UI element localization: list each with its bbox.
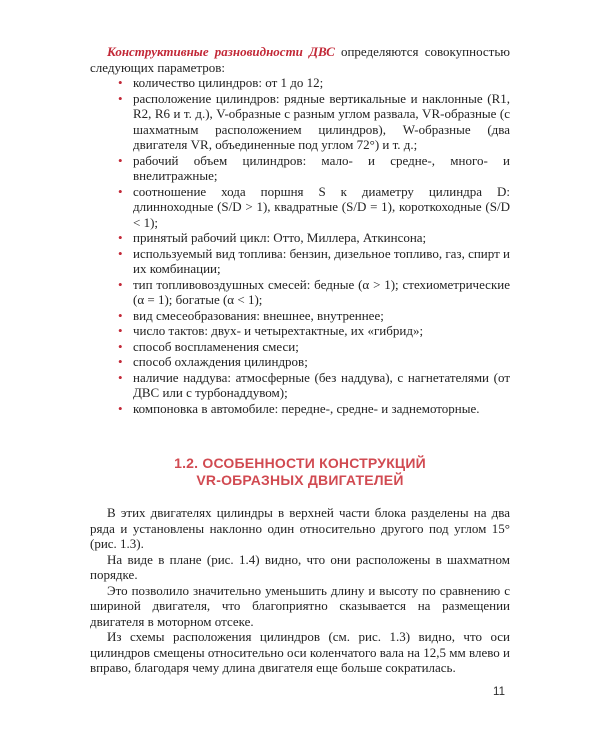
parameters-list xyxy=(90,75,510,416)
list-item: • способ охлаждения цилиндров; xyxy=(90,354,510,370)
section-heading-line1: 1.2. ОСОБЕННОСТИ КОНСТРУКЦИЙ xyxy=(174,455,426,471)
section-heading-line2: VR-ОБРАЗНЫХ ДВИГАТЕЛЕЙ xyxy=(196,472,404,488)
page-number: 11 xyxy=(493,686,505,698)
list-item: • используемый вид топлива: бензин, дизельное топливо, газ, спирт и их комбинации; xyxy=(90,246,510,277)
list-item: • наличие наддува: атмосферные (без наддува), с нагнетателями (от ДВС или с турбонаддувом); xyxy=(90,370,510,401)
list-item: • количество цилиндров: от 1 до 12; xyxy=(90,75,510,91)
list-item: • принятый рабочий цикл: Отто, Миллера, Аткинсона; xyxy=(90,230,510,246)
section-heading xyxy=(90,455,510,489)
list-item: • компоновка в автомобиле: передне-, средне- и заднемоторные. xyxy=(90,401,510,417)
body-paragraph: На виде в плане (рис. 1.4) видно, что они расположены в шахматном порядке. xyxy=(90,551,510,582)
body-paragraph: В этих двигателях цилиндры в верхней части блока разделены на два ряда и установлены наклонно один относительно другого под углом 15° (рис. 1.3). xyxy=(90,505,510,551)
body-paragraph: Это позволило значительно уменьшить длину и высоту по сравнению с шириной двигателя, что благоприятно сказывается на размещении двигателя в моторном отсеке. xyxy=(90,582,510,629)
intro-paragraph xyxy=(90,44,510,75)
body-paragraph: Из схемы расположения цилиндров (см. рис. 1.3) видно, что оси цилиндров смещены относительно оси коленчатого вала на 12,5 мм влево и вправо, благодаря чему длина двигателя еще больше сократилась. xyxy=(90,629,510,675)
list-item: • соотношение хода поршня S к диаметру цилиндра D: длинноходные (S/D > 1), квадратные (S/D = 1), короткоходные (S/D < 1); xyxy=(90,184,510,231)
list-item: • вид смесеобразования: внешнее, внутреннее; xyxy=(90,308,510,324)
intro-lead-text: Конструктивные разновидности ДВС xyxy=(107,44,335,59)
list-item: • тип топливовоздушных смесей: бедные (α > 1); стехиометрические (α = 1); богатые (α < 1); xyxy=(90,277,510,308)
page-content xyxy=(90,44,510,676)
list-item: • число тактов: двух- и четырехтактные, их «гибрид»; xyxy=(90,323,510,339)
list-item: • рабочий объем цилиндров: мало- и средне-, много- и внелитражные; xyxy=(90,153,510,184)
list-item: • расположение цилиндров: рядные вертикальные и наклонные (R1, R2, R6 и т. д.), V-образные с разным углом развала, VR-образные (с шахматным расположением цилиндров), W-образные (два двигателя VR, объединенные под углом 72°) и т. д.; xyxy=(90,91,510,153)
intro-rest-text: определяются совокупностью следующих параметров: xyxy=(90,44,510,75)
list-item: • способ воспламенения смеси; xyxy=(90,339,510,355)
